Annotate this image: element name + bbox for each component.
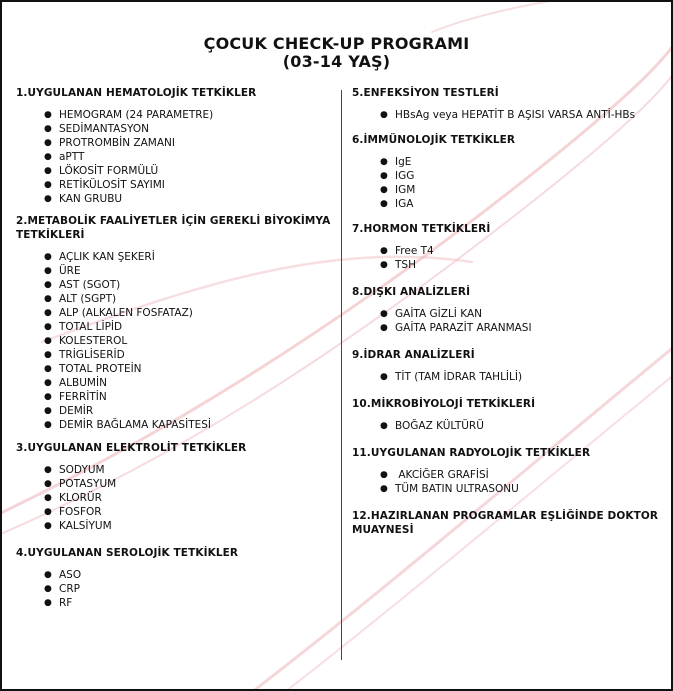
test-list (352, 419, 662, 433)
bullet-icon: ● (44, 194, 52, 204)
section-heading: 8.DIŞKI ANALİZLERİ (352, 286, 471, 298)
page-title: ÇOCUK CHECK-UP PROGRAMI (203, 34, 470, 53)
test-list (352, 155, 662, 211)
bullet-icon: ● (44, 308, 52, 318)
list-item: ● TOTAL LİPİD (44, 321, 123, 333)
bullet-icon: ● (380, 199, 388, 209)
section-radiology (352, 446, 662, 496)
bullet-icon: ● (44, 406, 52, 416)
section-hormones (352, 222, 662, 272)
list-item: ● Free T4 (380, 245, 434, 257)
left-column (16, 86, 334, 610)
list-item: ● IGG (380, 170, 415, 182)
bullet-icon: ● (380, 157, 388, 167)
list-item: ● POTASYUM (44, 478, 117, 490)
bullet-icon: ● (44, 378, 52, 388)
section-stool-analysis (352, 285, 662, 335)
list-item: ● FOSFOR (44, 506, 102, 518)
bullet-icon: ● (44, 507, 52, 517)
list-item: ● AST (SGOT) (44, 279, 121, 291)
right-column (352, 86, 662, 537)
list-item: ● AKCİĞER GRAFİSİ (380, 469, 489, 481)
test-list (352, 244, 662, 272)
list-item: ● SODYUM (44, 464, 105, 476)
test-list (16, 250, 334, 432)
section-immunology (352, 133, 662, 211)
list-item: ● KALSİYUM (44, 520, 112, 532)
bullet-icon: ● (44, 152, 52, 162)
section-heading: 6.İMMÜNOLOJİK TETKİKLER (352, 134, 516, 146)
section-heading: 1.UYGULANAN HEMATOLOJİK TETKİKLER (16, 87, 257, 99)
list-item: ● KOLESTEROL (44, 335, 128, 347)
test-list (352, 468, 662, 496)
bullet-icon: ● (44, 180, 52, 190)
section-heading: 11.UYGULANAN RADYOLOJİK TETKİKLER (352, 447, 591, 459)
bullet-icon: ● (44, 521, 52, 531)
bullet-icon: ● (380, 421, 388, 431)
bullet-icon: ● (44, 266, 52, 276)
list-item: ● BOĞAZ KÜLTÜRÜ (380, 420, 484, 432)
list-item: ● HEMOGRAM (24 PARAMETRE) (44, 109, 214, 121)
section-heading: 2.METABOLİK FAALİYETLER İÇİN GEREKLİ BİYOKİMYA TETKİKLERİ (16, 215, 331, 241)
list-item: ● ÜRE (44, 265, 81, 277)
test-list (16, 463, 334, 533)
list-item: ● RF (44, 597, 73, 609)
section-heading: 9.İDRAR ANALİZLERİ (352, 349, 475, 361)
bullet-icon: ● (44, 252, 52, 262)
bullet-icon: ● (44, 350, 52, 360)
bullet-icon: ● (44, 584, 52, 594)
bullet-icon: ● (44, 124, 52, 134)
bullet-icon: ● (380, 260, 388, 270)
list-item: ● FERRİTİN (44, 391, 107, 403)
page-subtitle: (03-14 YAŞ) (282, 52, 391, 71)
bullet-icon: ● (44, 364, 52, 374)
list-item: ● ALP (ALKALEN FOSFATAZ) (44, 307, 193, 319)
section-biochemistry (16, 214, 334, 432)
list-item: ● GAİTA GİZLİ KAN (380, 308, 482, 320)
bullet-icon: ● (380, 372, 388, 382)
list-item: ● RETİKÜLOSİT SAYIMI (44, 179, 165, 191)
bullet-icon: ● (44, 294, 52, 304)
list-item: ● HBsAg veya HEPATİT B AŞISI VARSA ANTİ-HBs (380, 109, 636, 121)
bullet-icon: ● (44, 598, 52, 608)
bullet-icon: ● (44, 493, 52, 503)
bullet-icon: ● (380, 309, 388, 319)
list-item: ● ALT (SGPT) (44, 293, 117, 305)
bullet-icon: ● (44, 336, 52, 346)
list-item: ● GAİTA PARAZİT ARANMASI (380, 322, 532, 334)
section-infection-tests (352, 86, 662, 122)
list-item: ● AÇLIK KAN ŞEKERİ (44, 251, 155, 263)
section-heading: 12.HAZIRLANAN PROGRAMLAR EŞLİĞİNDE DOKTOR MUAYNESİ (352, 510, 659, 536)
list-item: ● IgE (380, 156, 412, 168)
bullet-icon: ● (44, 280, 52, 290)
list-item: ● DEMİR BAĞLAMA KAPASİTESİ (44, 419, 211, 431)
list-item: ● LÖKOSİT FORMÜLÜ (44, 165, 159, 177)
bullet-icon: ● (44, 420, 52, 430)
list-item: ● KLORÜR (44, 492, 102, 504)
section-heading: 7.HORMON TETKİKLERİ (352, 223, 491, 235)
bullet-icon: ● (44, 138, 52, 148)
section-urine-analysis (352, 348, 662, 384)
bullet-icon: ● (44, 465, 52, 475)
section-electrolytes (16, 441, 334, 533)
bullet-icon: ● (380, 323, 388, 333)
section-hematology (16, 86, 334, 206)
test-list (352, 307, 662, 335)
bullet-icon: ● (44, 166, 52, 176)
bullet-icon: ● (44, 392, 52, 402)
list-item: ● PROTROMBİN ZAMANI (44, 137, 175, 149)
bullet-icon: ● (380, 470, 388, 480)
test-list (352, 370, 662, 384)
list-item: ● TSH (380, 259, 416, 271)
list-item: ● IGM (380, 184, 416, 196)
list-item: ● IGA (380, 198, 414, 210)
test-list (16, 568, 334, 610)
list-item: ● TRİGLİSERİD (44, 349, 125, 361)
bullet-icon: ● (44, 570, 52, 580)
section-heading: 4.UYGULANAN SEROLOJİK TETKİKLER (16, 547, 239, 559)
bullet-icon: ● (380, 185, 388, 195)
bullet-icon: ● (380, 171, 388, 181)
section-serology (16, 546, 334, 610)
list-item: ● CRP (44, 583, 80, 595)
list-item: ● TOTAL PROTEİN (44, 363, 142, 375)
list-item: ● TÜM BATIN ULTRASONU (380, 483, 519, 495)
column-divider (341, 90, 342, 660)
test-list (352, 108, 662, 122)
section-microbiology (352, 397, 662, 433)
list-item: ● DEMİR (44, 405, 94, 417)
bullet-icon: ● (380, 484, 388, 494)
bullet-icon: ● (380, 246, 388, 256)
bullet-icon: ● (44, 322, 52, 332)
bullet-icon: ● (44, 479, 52, 489)
list-item: ● KAN GRUBU (44, 193, 123, 205)
list-item: ● TİT (TAM İDRAR TAHLİLİ) (380, 371, 523, 383)
test-list (16, 108, 334, 206)
bullet-icon: ● (44, 110, 52, 120)
section-heading: 5.ENFEKSİYON TESTLERİ (352, 87, 499, 99)
list-item: ● aPTT (44, 151, 85, 163)
bullet-icon: ● (380, 110, 388, 120)
section-heading: 3.UYGULANAN ELEKTROLİT TETKİKLER (16, 442, 247, 454)
section-heading: 10.MİKROBİYOLOJİ TETKİKLERİ (352, 398, 536, 410)
list-item: ● ASO (44, 569, 82, 581)
list-item: ● SEDİMANTASYON (44, 123, 149, 135)
list-item: ● ALBUMİN (44, 377, 107, 389)
section-doctor-examination (352, 509, 662, 537)
